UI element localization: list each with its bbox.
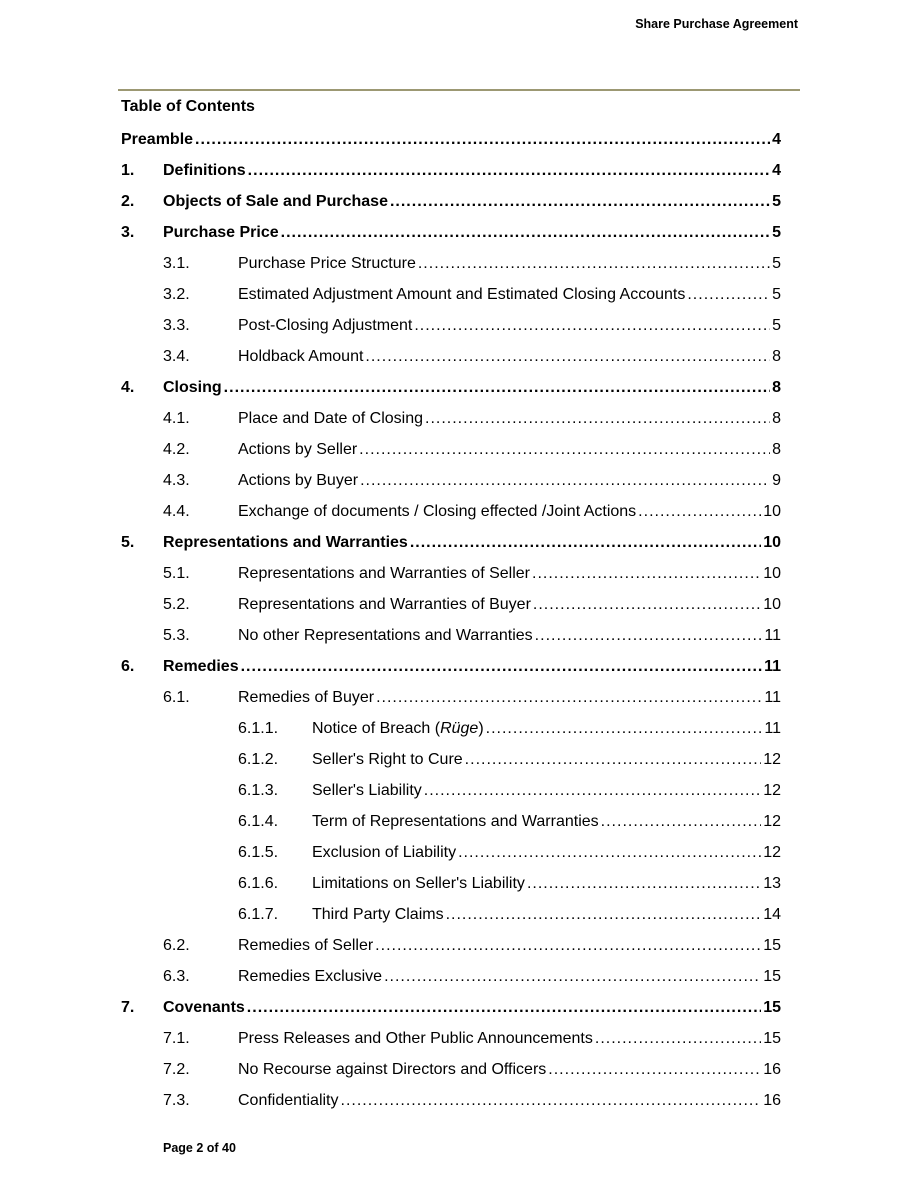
- toc-entry[interactable]: [121, 1085, 781, 1116]
- dot-leader: [390, 193, 770, 211]
- toc-entry[interactable]: [121, 248, 781, 279]
- toc-entry-number: 3.: [121, 223, 135, 241]
- toc-entry[interactable]: [121, 806, 781, 837]
- toc-entry[interactable]: [121, 217, 781, 248]
- toc-entry-title-italic: Rüge: [440, 719, 479, 737]
- toc-entry-title[interactable]: Press Releases and Other Public Announcements: [238, 1029, 593, 1047]
- toc-entry-page-number: 5: [772, 316, 781, 334]
- toc-entry-title-suffix: ): [478, 719, 484, 737]
- toc-entry-page-number: 5: [772, 223, 781, 241]
- toc-entry-title[interactable]: Representations and Warranties of Seller: [238, 564, 530, 582]
- toc-entry[interactable]: [121, 186, 781, 217]
- dot-leader: [248, 162, 770, 180]
- toc-entry-title[interactable]: Holdback Amount: [238, 347, 364, 365]
- toc-entry-title[interactable]: Third Party Claims: [312, 905, 444, 923]
- dot-leader: [195, 131, 770, 149]
- dot-leader: [247, 999, 761, 1017]
- toc-entry-page-number: 11: [764, 688, 781, 706]
- toc-entry[interactable]: [121, 279, 781, 310]
- dot-leader: [638, 503, 761, 521]
- toc-entry-number: 6.: [121, 657, 135, 675]
- toc-entry-number: 1.: [121, 161, 135, 179]
- toc-entry-page-number: 11: [764, 719, 781, 737]
- toc-entry-number: 5.3.: [163, 626, 190, 644]
- toc-entry-page-number: 15: [763, 1029, 781, 1047]
- toc-entry-number: 7.2.: [163, 1060, 190, 1078]
- toc-entry[interactable]: [121, 992, 781, 1023]
- toc-entry-page-number: 10: [763, 595, 781, 613]
- toc-entry-title[interactable]: Representations and Warranties: [163, 533, 408, 551]
- toc-entry-title[interactable]: Seller's Liability: [312, 781, 422, 799]
- toc-entry-title[interactable]: Confidentiality: [238, 1091, 339, 1109]
- toc-entry-title[interactable]: Estimated Adjustment Amount and Estimated Closing Accounts: [238, 285, 686, 303]
- dot-leader: [446, 906, 762, 924]
- toc-entry-page-number: 10: [763, 533, 781, 551]
- toc-entry-number: 4.3.: [163, 471, 190, 489]
- toc-entry[interactable]: [121, 434, 781, 465]
- toc-entry-page-number: 9: [772, 471, 781, 489]
- toc-entry-number: 5.1.: [163, 564, 190, 582]
- dot-leader: [595, 1030, 761, 1048]
- toc-entry[interactable]: [121, 372, 781, 403]
- toc-entry-title[interactable]: No Recourse against Directors and Officers: [238, 1060, 547, 1078]
- toc-entry-number: 6.1.5.: [238, 843, 279, 861]
- toc-entry-page-number: 8: [772, 409, 781, 427]
- toc-entry-page-number: 5: [772, 254, 781, 272]
- toc-entry-number: 7.1.: [163, 1029, 190, 1047]
- toc-entry-number: 2.: [121, 192, 135, 210]
- toc-entry[interactable]: [121, 837, 781, 868]
- toc-entry-title[interactable]: Covenants: [163, 998, 245, 1016]
- toc-entry-title[interactable]: Place and Date of Closing: [238, 409, 423, 427]
- toc-entry-number: 6.1.3.: [238, 781, 279, 799]
- dot-leader: [375, 937, 761, 955]
- toc-entry-number: 5.2.: [163, 595, 190, 613]
- dot-leader: [418, 255, 770, 273]
- dot-leader: [376, 689, 762, 707]
- toc-entry[interactable]: [121, 899, 781, 930]
- toc-entry-page-number: 4: [772, 161, 781, 179]
- toc-entry-number: 6.2.: [163, 936, 190, 954]
- toc-entry-page-number: 16: [763, 1091, 781, 1109]
- toc-entry-page-number: 15: [763, 998, 781, 1016]
- toc-entry-number: 4.: [121, 378, 135, 396]
- toc-entry[interactable]: [121, 558, 781, 589]
- toc-entry-page-number: 14: [763, 905, 781, 923]
- toc-entry[interactable]: [121, 682, 781, 713]
- toc-entry[interactable]: [121, 341, 781, 372]
- toc-entry-title[interactable]: [312, 720, 484, 738]
- toc-entry-number: 4.1.: [163, 409, 190, 427]
- toc-entry-title[interactable]: Actions by Buyer: [238, 471, 359, 489]
- dot-leader: [465, 751, 762, 769]
- toc-entry[interactable]: [121, 961, 781, 992]
- dot-leader: [533, 596, 761, 614]
- toc-entry-number: 7.3.: [163, 1091, 190, 1109]
- toc-entry[interactable]: [121, 651, 781, 682]
- toc-entry[interactable]: [121, 589, 781, 620]
- page-number-footer: Page 2 of 40: [163, 1141, 236, 1155]
- dot-leader: [532, 565, 761, 583]
- toc-entry-page-number: 5: [772, 192, 781, 210]
- toc-entry-number: 3.4.: [163, 347, 190, 365]
- toc-entry-page-number: 15: [763, 936, 781, 954]
- dot-leader: [527, 875, 761, 893]
- toc-entry[interactable]: [121, 465, 781, 496]
- dot-leader: [425, 410, 770, 428]
- toc-entry-number: 6.3.: [163, 967, 190, 985]
- toc-entry-title[interactable]: Seller's Right to Cure: [312, 750, 463, 768]
- dot-leader: [281, 224, 770, 242]
- toc-entry-number: 4.2.: [163, 440, 190, 458]
- toc-entry-title[interactable]: Preamble: [121, 130, 194, 148]
- toc-entry-number: 6.1.1.: [238, 719, 279, 737]
- dot-leader: [384, 968, 761, 986]
- toc-entry-page-number: 8: [772, 440, 781, 458]
- toc-entry[interactable]: [121, 496, 781, 527]
- toc-entry-title[interactable]: Exchange of documents / Closing effected /Joint Actions: [238, 502, 637, 520]
- toc-entry-page-number: 10: [763, 502, 781, 520]
- toc-entry[interactable]: [121, 930, 781, 961]
- toc-entry[interactable]: [121, 403, 781, 434]
- dot-leader: [410, 534, 761, 552]
- toc-entry-title[interactable]: Representations and Warranties of Buyer: [238, 595, 531, 613]
- dot-leader: [535, 627, 763, 645]
- toc-entry-number: 6.1.6.: [238, 874, 279, 892]
- toc-entry-number: 3.1.: [163, 254, 190, 272]
- dot-leader: [241, 658, 762, 676]
- toc-entry-title[interactable]: Exclusion of Liability: [312, 843, 457, 861]
- toc-entry-page-number: 11: [764, 657, 781, 675]
- toc-entry-title[interactable]: Post-Closing Adjustment: [238, 316, 413, 334]
- toc-entry-title[interactable]: Remedies of Buyer: [238, 688, 375, 706]
- toc-entry-title[interactable]: Limitations on Seller's Liability: [312, 874, 525, 892]
- toc-entry-number: 7.: [121, 998, 135, 1016]
- dot-leader: [601, 813, 762, 831]
- dot-leader: [414, 317, 770, 335]
- toc-entry-number: 5.: [121, 533, 135, 551]
- toc-entry-title[interactable]: Remedies Exclusive: [238, 967, 383, 985]
- toc-entry[interactable]: [121, 620, 781, 651]
- toc-entry-title[interactable]: Purchase Price Structure: [238, 254, 416, 272]
- toc-entry[interactable]: [121, 155, 781, 186]
- toc-entry-page-number: 12: [763, 843, 781, 861]
- dot-leader: [687, 286, 770, 304]
- toc-entry[interactable]: [121, 868, 781, 899]
- dot-leader: [224, 379, 770, 397]
- toc-entry-title[interactable]: Remedies: [163, 657, 239, 675]
- toc-entry-title[interactable]: Actions by Seller: [238, 440, 358, 458]
- toc-entry[interactable]: [121, 527, 781, 558]
- toc-entry-number: 6.1.2.: [238, 750, 279, 768]
- toc-entry-number: 6.1.7.: [238, 905, 279, 923]
- toc-entry-title[interactable]: No other Representations and Warranties: [238, 626, 533, 644]
- toc-entry-page-number: 12: [763, 781, 781, 799]
- toc-heading: Table of Contents: [121, 98, 255, 115]
- toc-entry-number: 3.2.: [163, 285, 190, 303]
- toc-entry-page-number: 12: [763, 750, 781, 768]
- toc-entry[interactable]: [121, 124, 781, 155]
- toc-entry-title[interactable]: Purchase Price: [163, 223, 279, 241]
- dot-leader: [548, 1061, 761, 1079]
- toc-entry-number: 6.1.4.: [238, 812, 279, 830]
- dot-leader: [360, 472, 770, 490]
- toc-entry[interactable]: [121, 310, 781, 341]
- toc-entry-page-number: 16: [763, 1060, 781, 1078]
- toc-entry-page-number: 8: [772, 378, 781, 396]
- toc-entry-title-text: Notice of Breach (: [312, 719, 441, 737]
- toc-entry[interactable]: [121, 1054, 781, 1085]
- toc-entry[interactable]: [121, 744, 781, 775]
- toc-entry-page-number: 12: [763, 812, 781, 830]
- dot-leader: [424, 782, 761, 800]
- dot-leader: [458, 844, 761, 862]
- toc-entry-title[interactable]: Definitions: [163, 161, 246, 179]
- toc-entry-page-number: 11: [764, 626, 781, 644]
- table-of-contents: [121, 124, 781, 1116]
- toc-entry-page-number: 8: [772, 347, 781, 365]
- toc-entry-number: 4.4.: [163, 502, 190, 520]
- dot-leader: [486, 720, 763, 738]
- header-divider: [118, 89, 800, 91]
- toc-entry-title[interactable]: Objects of Sale and Purchase: [163, 192, 388, 210]
- toc-entry-page-number: 10: [763, 564, 781, 582]
- toc-entry[interactable]: [121, 713, 781, 744]
- toc-entry-number: 3.3.: [163, 316, 190, 334]
- running-header-title: Share Purchase Agreement: [635, 17, 798, 31]
- toc-entry-title[interactable]: Closing: [163, 378, 222, 396]
- dot-leader: [341, 1092, 762, 1110]
- toc-entry-title[interactable]: Remedies of Seller: [238, 936, 374, 954]
- toc-entry[interactable]: [121, 1023, 781, 1054]
- toc-entry-page-number: 4: [772, 130, 781, 148]
- dot-leader: [359, 441, 770, 459]
- toc-entry-page-number: 15: [763, 967, 781, 985]
- toc-entry-title[interactable]: Term of Representations and Warranties: [312, 812, 599, 830]
- toc-entry[interactable]: [121, 775, 781, 806]
- dot-leader: [365, 348, 770, 366]
- toc-entry-page-number: 13: [763, 874, 781, 892]
- toc-entry-number: 6.1.: [163, 688, 190, 706]
- toc-entry-page-number: 5: [772, 285, 781, 303]
